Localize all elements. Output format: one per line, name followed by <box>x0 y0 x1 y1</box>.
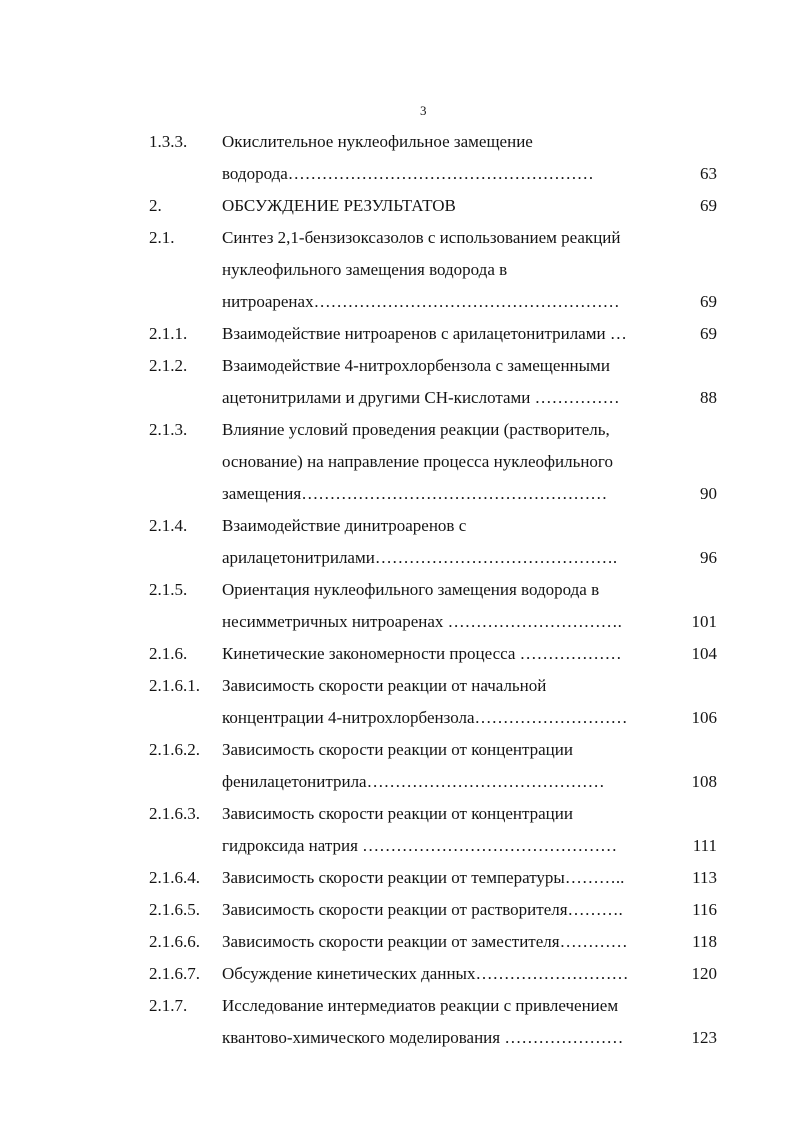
toc-page-number: 69 <box>700 292 717 311</box>
toc-section-number: 2.1.3. <box>149 420 188 439</box>
toc-entry <box>0 318 793 350</box>
toc-line <box>0 1022 793 1054</box>
toc-line <box>0 190 793 222</box>
toc-title: Зависимость скорости реакции от заместителя………… <box>222 932 628 951</box>
toc-title: Окислительное нуклеофильное замещение <box>222 132 533 151</box>
toc-line <box>0 254 793 286</box>
toc-entry <box>0 798 793 862</box>
toc-section-number: 2.1.4. <box>149 516 188 535</box>
toc-title: замещения……………………………………………… <box>222 484 608 503</box>
toc-entry <box>0 958 793 990</box>
toc-line <box>0 958 793 990</box>
toc-entry <box>0 350 793 414</box>
toc-section-number: 2.1.6. <box>149 644 188 663</box>
toc-title: фенилацетонитрила…………………………………… <box>222 772 605 791</box>
toc-page-number: 111 <box>692 836 717 855</box>
toc-section-number: 2.1.2. <box>149 356 188 375</box>
toc-line <box>0 478 793 510</box>
toc-title: Влияние условий проведения реакции (растворитель, <box>222 420 610 439</box>
toc-title: Зависимость скорости реакции от начальной <box>222 676 547 695</box>
toc-page-number: 104 <box>691 644 717 663</box>
toc-page-number: 63 <box>700 164 717 183</box>
toc-entry <box>0 414 793 510</box>
toc-title: Взаимодействие динитроаренов с <box>222 516 467 535</box>
toc-entry <box>0 926 793 958</box>
toc-title: Зависимость скорости реакции от концентрации <box>222 740 573 759</box>
toc-line <box>0 798 793 830</box>
toc-section-number: 2.1.6.7. <box>149 964 200 983</box>
page-number: 3 <box>420 103 427 118</box>
toc-section-number: 2. <box>149 196 162 215</box>
toc-entry <box>0 190 793 222</box>
toc-title: ацетонитрилами и другими СН-кислотами …………… <box>222 388 620 407</box>
toc-line <box>0 926 793 958</box>
toc-line <box>0 574 793 606</box>
toc-line <box>0 350 793 382</box>
toc-title: Ориентация нуклеофильного замещения водорода в <box>222 580 600 599</box>
toc-section-number: 2.1.7. <box>149 996 188 1015</box>
toc-title: Обсуждение кинетических данных……………………… <box>222 964 629 983</box>
toc-title: ОБСУЖДЕНИЕ РЕЗУЛЬТАТОВ <box>222 196 456 215</box>
toc-page-number: 108 <box>691 772 717 791</box>
toc-line <box>0 222 793 254</box>
toc-entry <box>0 222 793 318</box>
toc-page-number: 69 <box>700 196 717 215</box>
toc-title: гидроксида натрия ……………………………………… <box>222 836 618 855</box>
toc-section-number: 2.1.6.5. <box>149 900 200 919</box>
toc-page-number: 116 <box>692 900 717 919</box>
toc-page-number: 90 <box>700 484 717 503</box>
toc-line <box>0 414 793 446</box>
toc-entry <box>0 990 793 1054</box>
toc-title: квантово-химического моделирования ………………… <box>222 1028 624 1047</box>
toc-title: Зависимость скорости реакции от температуры……….. <box>222 868 625 887</box>
toc-entry <box>0 638 793 670</box>
toc-title: основание) на направление процесса нуклеофильного <box>222 452 613 471</box>
toc-title: Взаимодействие 4-нитрохлорбензола с замещенными <box>222 356 610 375</box>
toc-line <box>0 734 793 766</box>
toc-line <box>0 670 793 702</box>
toc-line <box>0 446 793 478</box>
toc-title: Зависимость скорости реакции от растворителя………. <box>222 900 623 919</box>
toc-page-number: 106 <box>691 708 717 727</box>
toc-title: нитроаренах……………………………………………… <box>222 292 620 311</box>
toc-section-number: 2.1.6.2. <box>149 740 200 759</box>
toc-section-number: 2.1.6.1. <box>149 676 200 695</box>
toc-page-number: 123 <box>691 1028 717 1047</box>
toc-page-number: 120 <box>691 964 717 983</box>
toc-title: Кинетические закономерности процесса ……………… <box>222 644 622 663</box>
toc-entry <box>0 734 793 798</box>
toc-line <box>0 862 793 894</box>
toc-line <box>0 542 793 574</box>
toc-title: нуклеофильного замещения водорода в <box>222 260 508 279</box>
toc-entry <box>0 862 793 894</box>
toc-line <box>0 382 793 414</box>
toc-line <box>0 894 793 926</box>
toc-line <box>0 702 793 734</box>
toc-page-number: 101 <box>691 612 717 631</box>
toc-line <box>0 158 793 190</box>
toc-line <box>0 126 793 158</box>
toc-section-number: 1.3.3. <box>149 132 188 151</box>
toc-section-number: 2.1. <box>149 228 175 247</box>
toc-entry <box>0 126 793 190</box>
toc-title: водорода……………………………………………… <box>222 164 594 183</box>
toc-page-number: 118 <box>692 932 717 951</box>
toc-page-number: 88 <box>700 388 717 407</box>
toc-page-number: 96 <box>700 548 717 567</box>
toc-section-number: 2.1.6.6. <box>149 932 200 951</box>
toc-title: Синтез 2,1-бензизоксазолов с использованием реакций <box>222 228 621 247</box>
toc-page-number: 113 <box>692 868 717 887</box>
toc-section-number: 2.1.6.4. <box>149 868 200 887</box>
toc-line <box>0 286 793 318</box>
toc-line <box>0 510 793 542</box>
toc-line <box>0 638 793 670</box>
toc-line <box>0 830 793 862</box>
toc-line <box>0 990 793 1022</box>
table-of-contents <box>0 126 793 1054</box>
toc-page-number: 69 <box>700 324 717 343</box>
toc-entry <box>0 670 793 734</box>
toc-title: арилацетонитрилами……………………………………. <box>222 548 618 567</box>
toc-entry <box>0 574 793 638</box>
toc-line <box>0 606 793 638</box>
toc-title: Зависимость скорости реакции от концентрации <box>222 804 573 823</box>
toc-title: Исследование интермедиатов реакции с привлечением <box>222 996 619 1015</box>
toc-title: несимметричных нитроаренах …………………………. <box>222 612 622 631</box>
toc-title: Взаимодействие нитроаренов с арилацетонитрилами … <box>222 324 627 343</box>
toc-section-number: 2.1.5. <box>149 580 188 599</box>
toc-section-number: 2.1.6.3. <box>149 804 200 823</box>
toc-line <box>0 766 793 798</box>
toc-entry <box>0 510 793 574</box>
toc-title: концентрации 4-нитрохлорбензола……………………… <box>222 708 628 727</box>
toc-line <box>0 318 793 350</box>
toc-entry <box>0 894 793 926</box>
toc-section-number: 2.1.1. <box>149 324 188 343</box>
